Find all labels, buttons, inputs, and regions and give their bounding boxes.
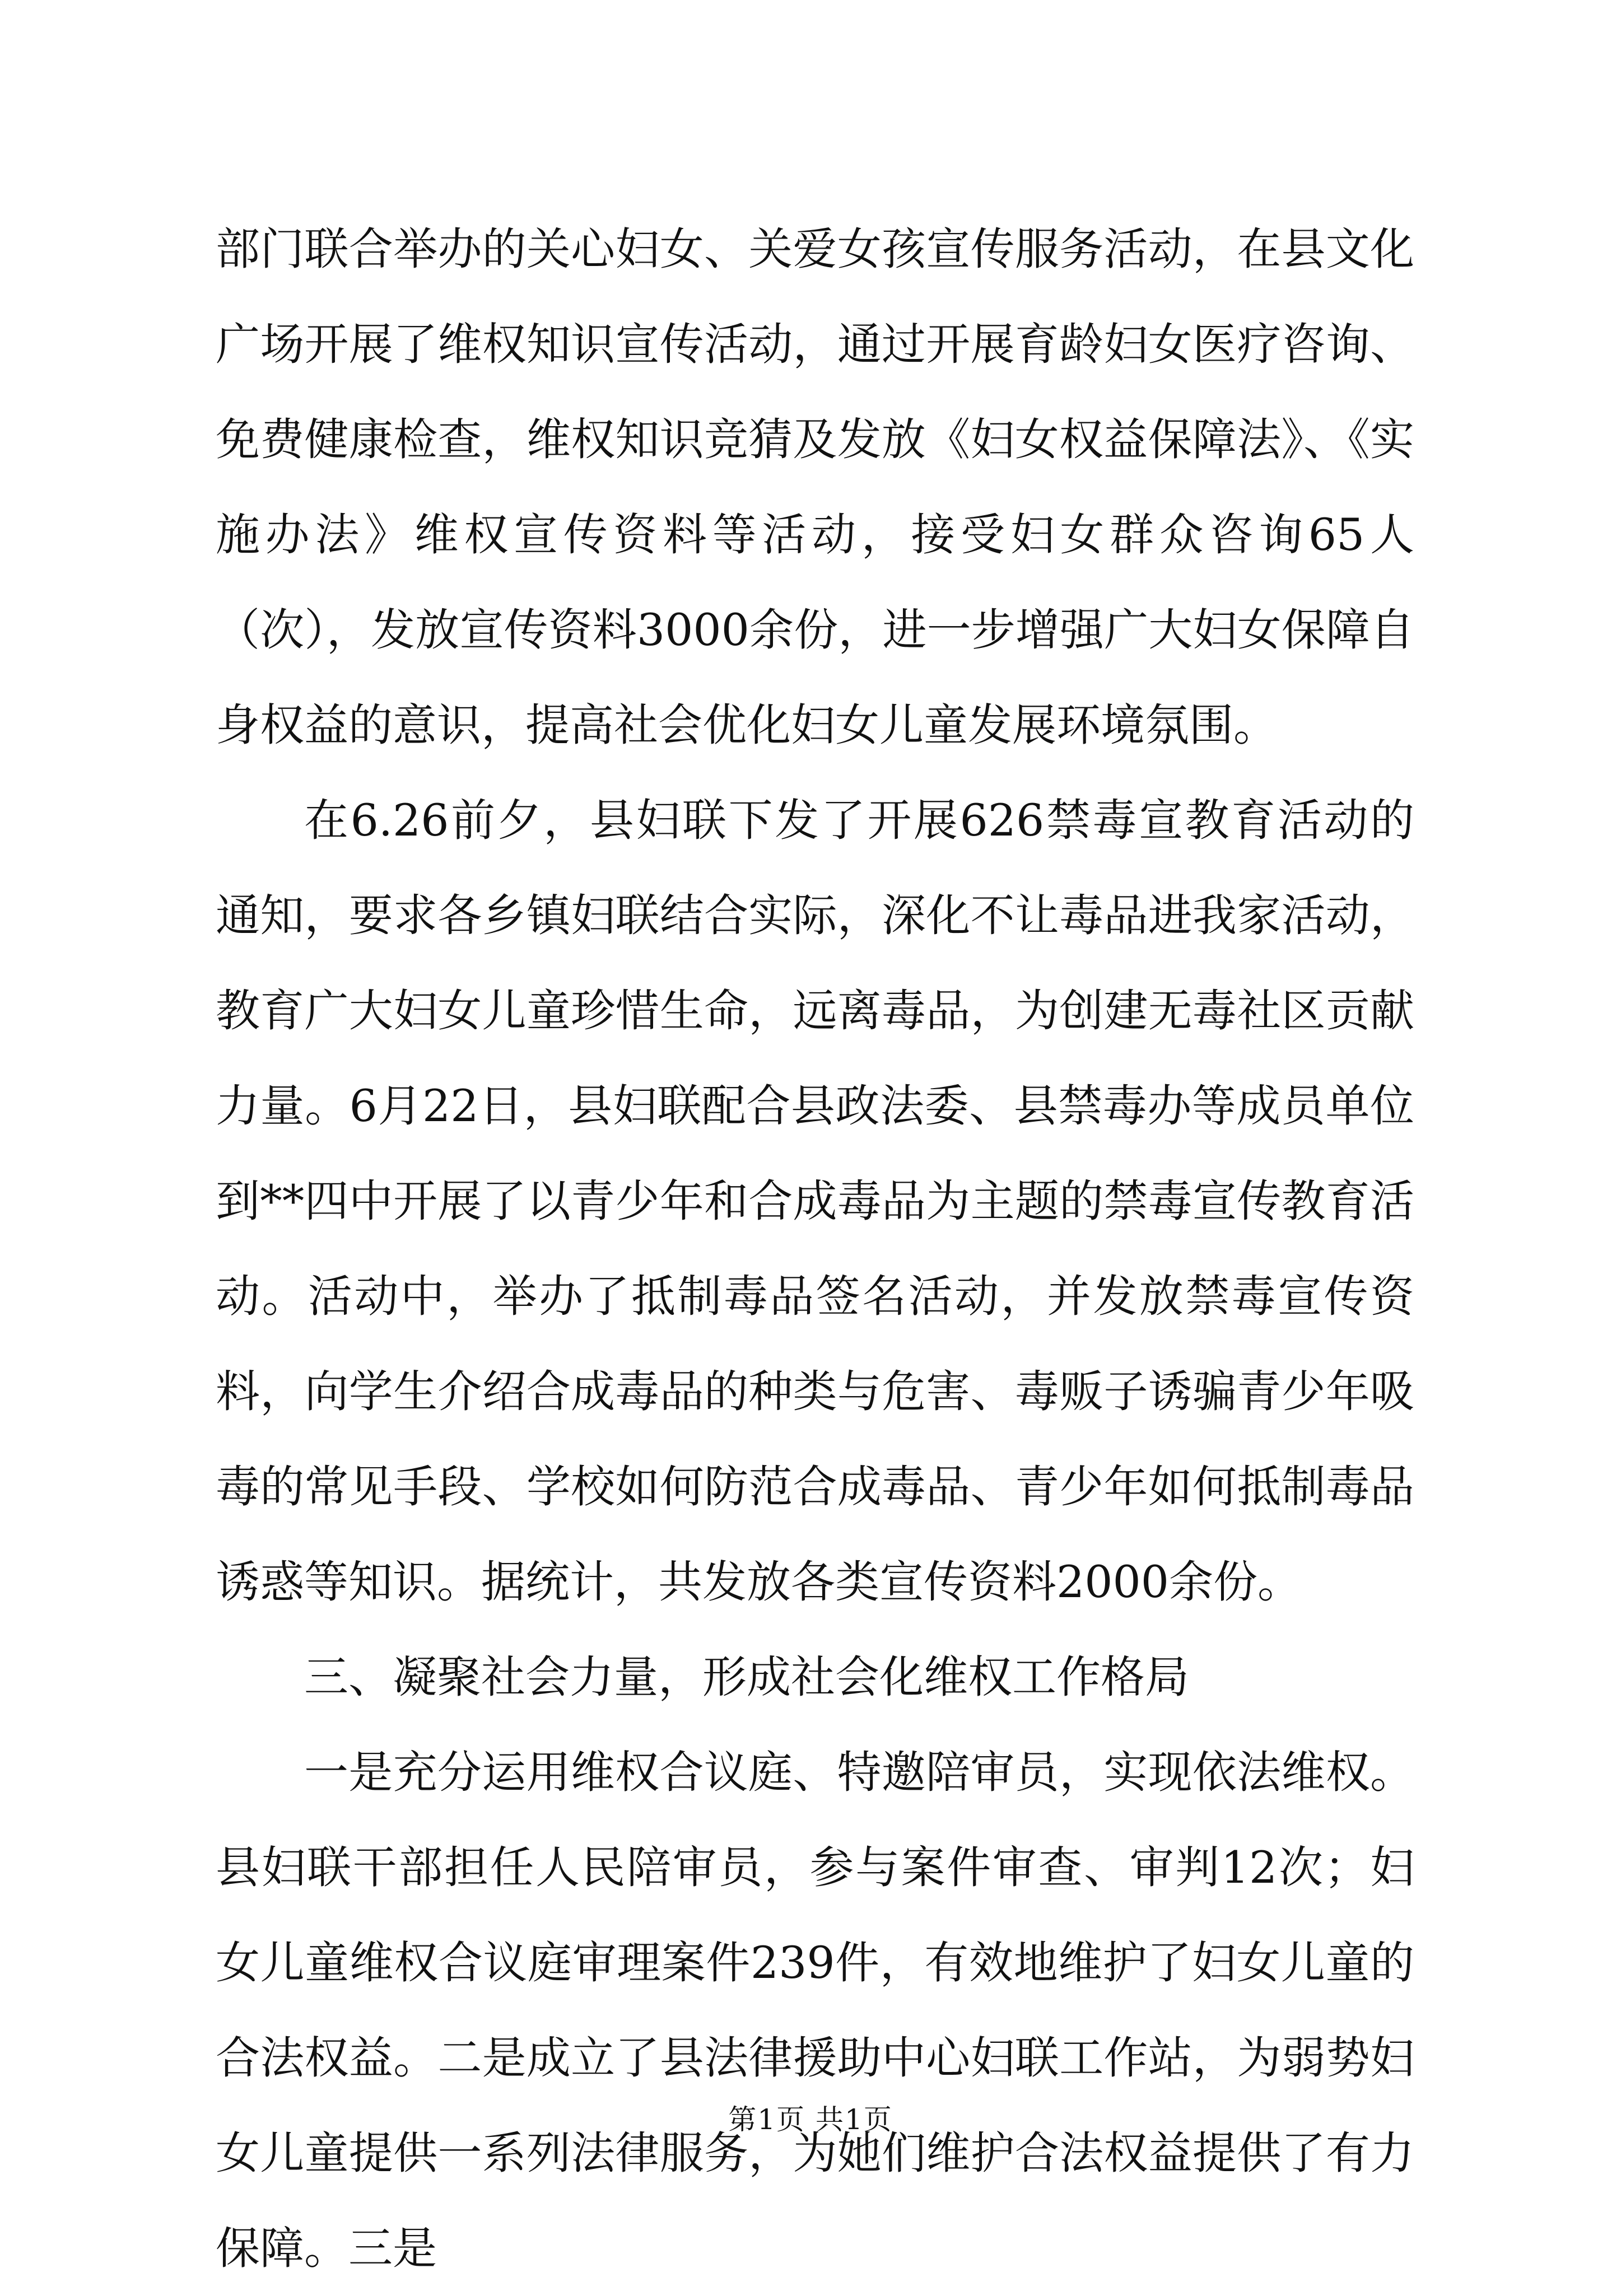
section-heading-3: 三、凝聚社会力量，形成社会化维权工作格局 <box>304 1651 1189 1703</box>
paragraph-1: 部门联合举办的关心妇女、关爱女孩宣传服务活动，在县文化广场开展了维权知识宣传活动，通过开展育龄妇女医疗咨询、免费健康检查，维权知识竞猜及发放《妇女权益保障法》、《实施办法》维权宣传资料等活动，接受妇女群众咨询65人（次），发放宣传资料3000余份，进一步增强广大妇女保障自身权益的意识，提高社会优化妇女儿童发展环境氛围。 <box>216 223 1414 751</box>
page-footer: 第1页 共1页 <box>728 2103 893 2136</box>
paragraph-4: 一是充分运用维权合议庭、特邀陪审员，实现依法维权。县妇联干部担任人民陪审员，参与案件审查、审判12次；妇女儿童维权合议庭审理案件239件，有效地维护了妇女儿童的合法权益。二是成立了县法律援助中心妇联工作站，为弱势妇女儿童提供一系列法律服务，为她们维护合法权益提供了有力保障。三是 <box>216 1747 1414 2274</box>
document-body <box>216 202 1414 2296</box>
paragraph-2: 在6.26前夕，县妇联下发了开展626禁毒宣教育活动的通知，要求各乡镇妇联结合实际，深化不让毒品进我家活动，教育广大妇女儿童珍惜生命，远离毒品，为创建无毒社区贡献力量。6月22日，县妇联配合县政法委、县禁毒办等成员单位到**四中开展了以青少年和合成毒品为主题的禁毒宣传教育活动。活动中，举办了抵制毒品签名活动，并发放禁毒宣传资料，向学生介绍合成毒品的种类与危害、毒贩子诱骗青少年吸毒的常见手段、学校如何防范合成毒品、青少年如何抵制毒品诱惑等知识。据统计，共发放各类宣传资料2000余份。 <box>216 795 1414 1608</box>
